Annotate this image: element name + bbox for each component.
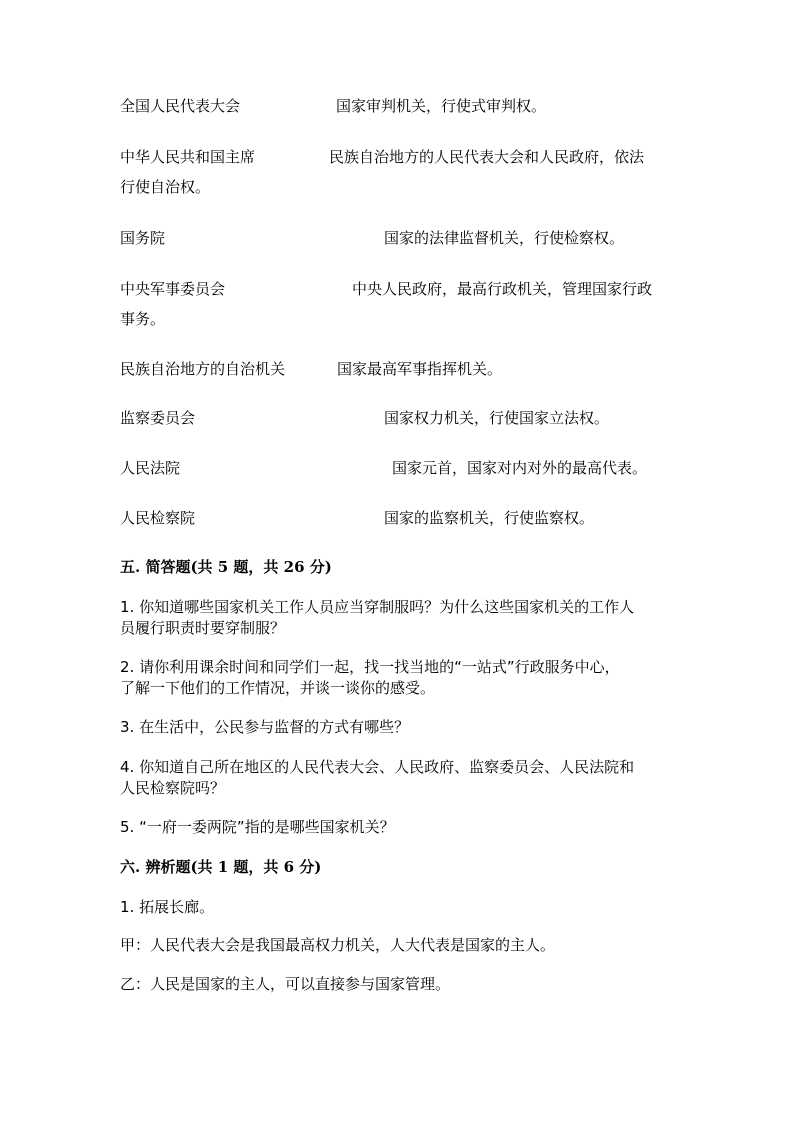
right-item: 民族自治地方的人民代表大会和人民政府，依法 xyxy=(329,148,645,166)
left-item: 人民检察院 xyxy=(120,509,196,527)
right-item: 国家最高军事指挥机关。 xyxy=(337,360,503,378)
question-text: 5. “一府一委两院”指的是哪些国家机关？ xyxy=(120,818,395,836)
right-item: 国家权力机关，行使国家立法权。 xyxy=(384,409,610,427)
question-text-continuation: 员履行职责时要穿制服？ xyxy=(120,619,286,637)
left-item: 国务院 xyxy=(120,229,166,247)
question-text: 1. 你知道哪些国家机关工作人员应当穿制服吗？为什么这些国家机关的工作人 xyxy=(120,598,635,616)
question-text: 2. 请你利用课余时间和同学们一起，找一找当地的“一站式”行政服务中心， xyxy=(120,658,620,676)
right-item: 中央人民政府，最高行政机关，管理国家行政 xyxy=(352,280,653,298)
right-item: 国家元首，国家对内对外的最高代表。 xyxy=(392,459,648,477)
section-heading: 六. 辨析题(共 1 题，共 6 分) xyxy=(120,858,322,876)
section-heading: 五. 简答题(共 5 题，共 26 分) xyxy=(120,558,332,576)
left-item: 全国人民代表大会 xyxy=(120,97,241,115)
left-item: 人民法院 xyxy=(120,459,181,477)
left-item: 中华人民共和国主席 xyxy=(120,148,256,166)
left-item: 民族自治地方的自治机关 xyxy=(120,360,286,378)
question-text-continuation: 了解一下他们的工作情况，并谈一谈你的感受。 xyxy=(120,679,436,697)
question-text: 3. 在生活中，公民参与监督的方式有哪些？ xyxy=(120,718,410,736)
left-item: 监察委员会 xyxy=(120,409,196,427)
statement-jia: 甲：人民代表大会是我国最高权力机关，人大代表是国家的主人。 xyxy=(120,936,556,954)
question-text-continuation: 人民检察院吗？ xyxy=(120,779,226,797)
question-text: 1. 拓展长廊。 xyxy=(120,898,215,916)
right-item: 国家的监察机关，行使监察权。 xyxy=(384,509,595,527)
right-item: 国家的法律监督机关，行使检察权。 xyxy=(384,229,625,247)
right-item-continuation: 事务。 xyxy=(120,310,166,328)
right-item: 国家审判机关，行使式审判权。 xyxy=(336,97,547,115)
right-item-continuation: 行使自治权。 xyxy=(120,178,211,196)
left-item: 中央军事委员会 xyxy=(120,280,226,298)
question-text: 4. 你知道自己所在地区的人民代表大会、人民政府、监察委员会、人民法院和 xyxy=(120,758,635,776)
statement-yi: 乙：人民是国家的主人，可以直接参与国家管理。 xyxy=(120,975,451,993)
